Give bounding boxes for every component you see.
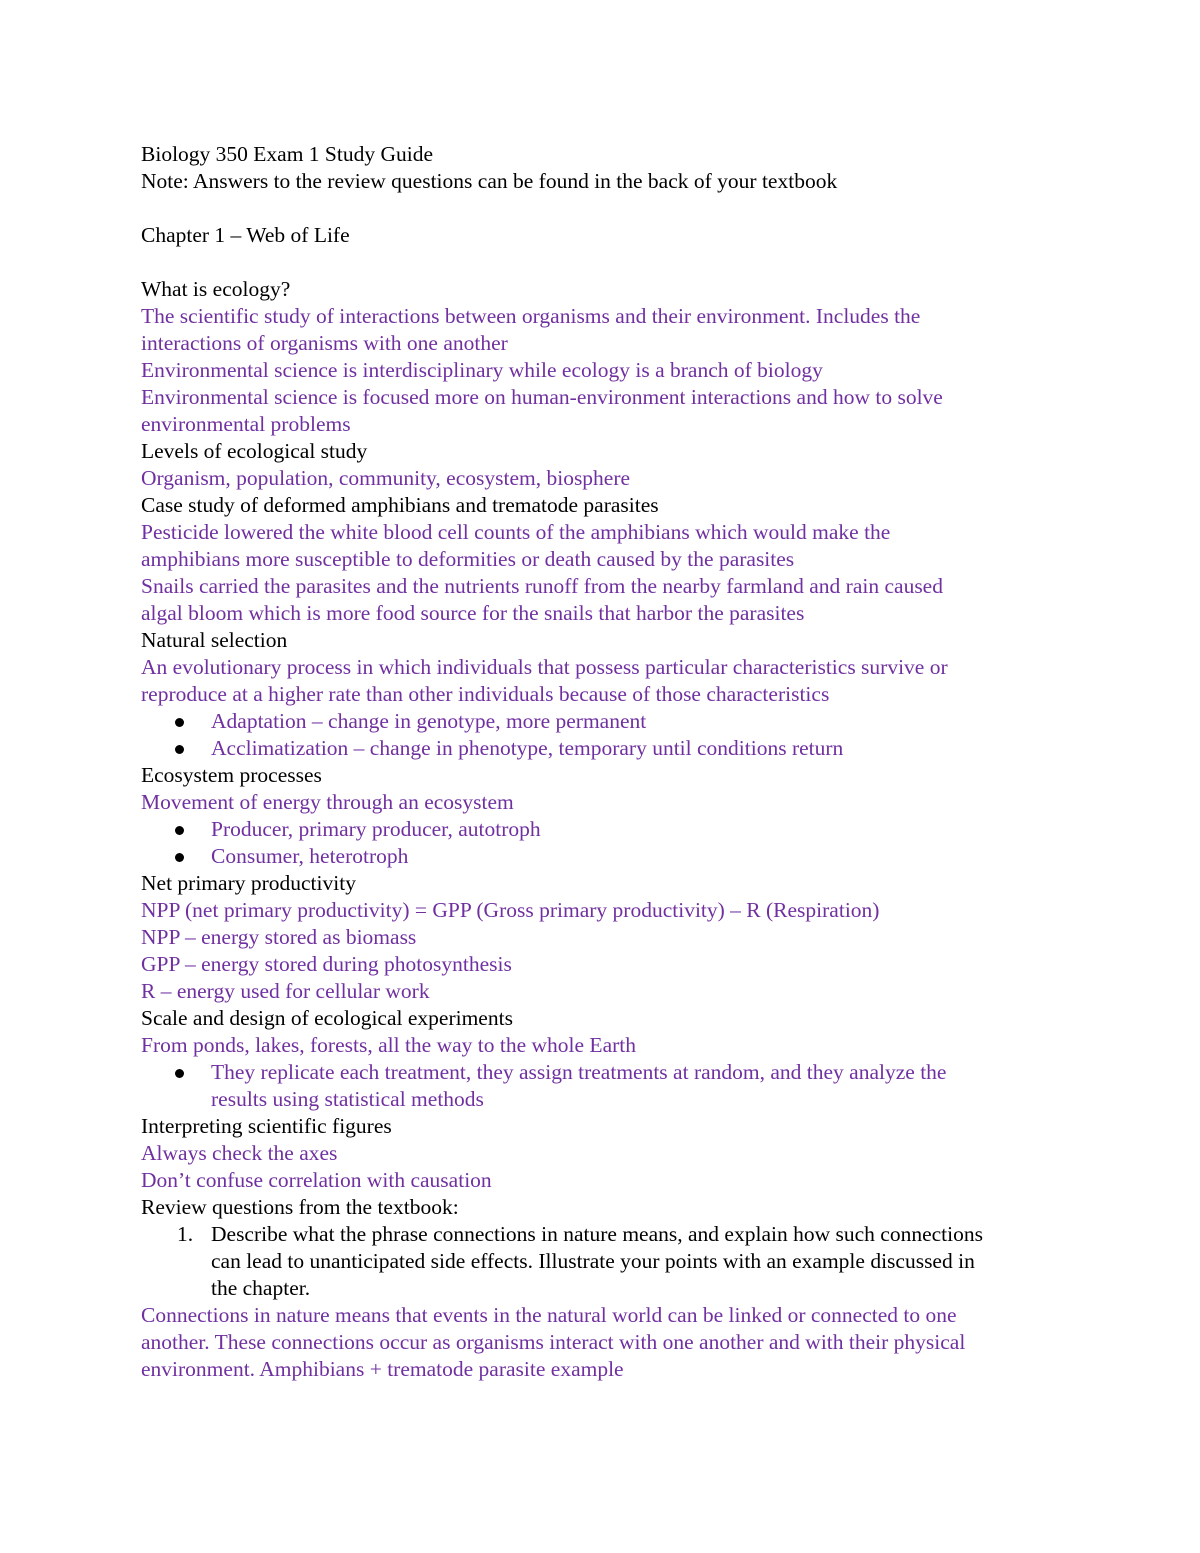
numbered-item bbox=[141, 1221, 1071, 1302]
bullet-text: results using statistical methods bbox=[211, 1087, 484, 1111]
answer-line: Pesticide lowered the white blood cell counts of the amphibians which would make the bbox=[141, 520, 891, 544]
answer-line: An evolutionary process in which individuals that possess particular characteristics survive or bbox=[141, 655, 948, 679]
answer-line: reproduce at a higher rate than other individuals because of those characteristics bbox=[141, 682, 830, 706]
topic-net-primary-productivity: Net primary productivity bbox=[141, 871, 356, 895]
blank-line bbox=[141, 195, 1071, 222]
answer-line: interactions of organisms with one another bbox=[141, 331, 508, 355]
answer-line: algal bloom which is more food source for the snails that harbor the parasites bbox=[141, 601, 805, 625]
item-number: 1. bbox=[177, 1222, 194, 1246]
bullet-icon bbox=[175, 745, 184, 754]
bullet-item bbox=[141, 735, 1071, 762]
answer-line: R – energy used for cellular work bbox=[141, 979, 430, 1003]
topic-interpreting-figures: Interpreting scientific figures bbox=[141, 1114, 392, 1138]
question-text: the chapter. bbox=[211, 1276, 311, 1300]
question-text: can lead to unanticipated side effects. Illustrate your points with an example discussed in bbox=[211, 1249, 975, 1273]
bullet-item bbox=[141, 1059, 1071, 1113]
document-body bbox=[141, 141, 1071, 1383]
answer-line: Always check the axes bbox=[141, 1141, 338, 1165]
answer-line: another. These connections occur as organisms interact with one another and with their physical bbox=[141, 1330, 966, 1354]
answer-line: environmental problems bbox=[141, 412, 351, 436]
answer-line: amphibians more susceptible to deformities or death caused by the parasites bbox=[141, 547, 795, 571]
bullet-icon bbox=[175, 1069, 184, 1078]
bullet-text: Producer, primary producer, autotroph bbox=[211, 817, 541, 841]
answer-line: NPP (net primary productivity) = GPP (Gross primary productivity) – R (Respiration) bbox=[141, 898, 880, 922]
bullet-icon bbox=[175, 853, 184, 862]
answer-line: NPP – energy stored as biomass bbox=[141, 925, 417, 949]
answer-line: environment. Amphibians + trematode parasite example bbox=[141, 1357, 624, 1381]
answer-line: Movement of energy through an ecosystem bbox=[141, 790, 514, 814]
answer-line: Connections in nature means that events in the natural world can be linked or connected to one bbox=[141, 1303, 957, 1327]
answer-line: Don’t confuse correlation with causation bbox=[141, 1168, 492, 1192]
bullet-item bbox=[141, 708, 1071, 735]
chapter-heading: Chapter 1 – Web of Life bbox=[141, 223, 350, 247]
bullet-text: Acclimatization – change in phenotype, temporary until conditions return bbox=[211, 736, 844, 760]
topic-review-questions: Review questions from the textbook: bbox=[141, 1195, 459, 1219]
topic-scale-design: Scale and design of ecological experiments bbox=[141, 1006, 513, 1030]
question-text: Describe what the phrase connections in nature means, and explain how such connections bbox=[211, 1222, 983, 1246]
answer-line: Snails carried the parasites and the nutrients runoff from the nearby farmland and rain caused bbox=[141, 574, 943, 598]
topic-case-study: Case study of deformed amphibians and trematode parasites bbox=[141, 493, 659, 517]
topic-ecosystem-processes: Ecosystem processes bbox=[141, 763, 322, 787]
bullet-text: Consumer, heterotroph bbox=[211, 844, 409, 868]
answer-line: GPP – energy stored during photosynthesis bbox=[141, 952, 512, 976]
bullet-icon bbox=[175, 826, 184, 835]
bullet-icon bbox=[175, 718, 184, 727]
topic-natural-selection: Natural selection bbox=[141, 628, 288, 652]
answer-line: Organism, population, community, ecosystem, biosphere bbox=[141, 466, 631, 490]
bullet-text: Adaptation – change in genotype, more permanent bbox=[211, 709, 647, 733]
document-title: Biology 350 Exam 1 Study Guide bbox=[141, 142, 434, 166]
topic-levels: Levels of ecological study bbox=[141, 439, 368, 463]
blank-line bbox=[141, 249, 1071, 276]
question-ecology: What is ecology? bbox=[141, 277, 291, 301]
bullet-text: They replicate each treatment, they assign treatments at random, and they analyze the bbox=[211, 1060, 947, 1084]
answer-line: The scientific study of interactions between organisms and their environment. Includes the bbox=[141, 304, 921, 328]
answer-line: From ponds, lakes, forests, all the way to the whole Earth bbox=[141, 1033, 636, 1057]
answer-line: Environmental science is interdisciplinary while ecology is a branch of biology bbox=[141, 358, 823, 382]
document-note: Note: Answers to the review questions can be found in the back of your textbook bbox=[141, 169, 838, 193]
bullet-item bbox=[141, 816, 1071, 843]
bullet-item bbox=[141, 843, 1071, 870]
answer-line: Environmental science is focused more on human-environment interactions and how to solve bbox=[141, 385, 943, 409]
